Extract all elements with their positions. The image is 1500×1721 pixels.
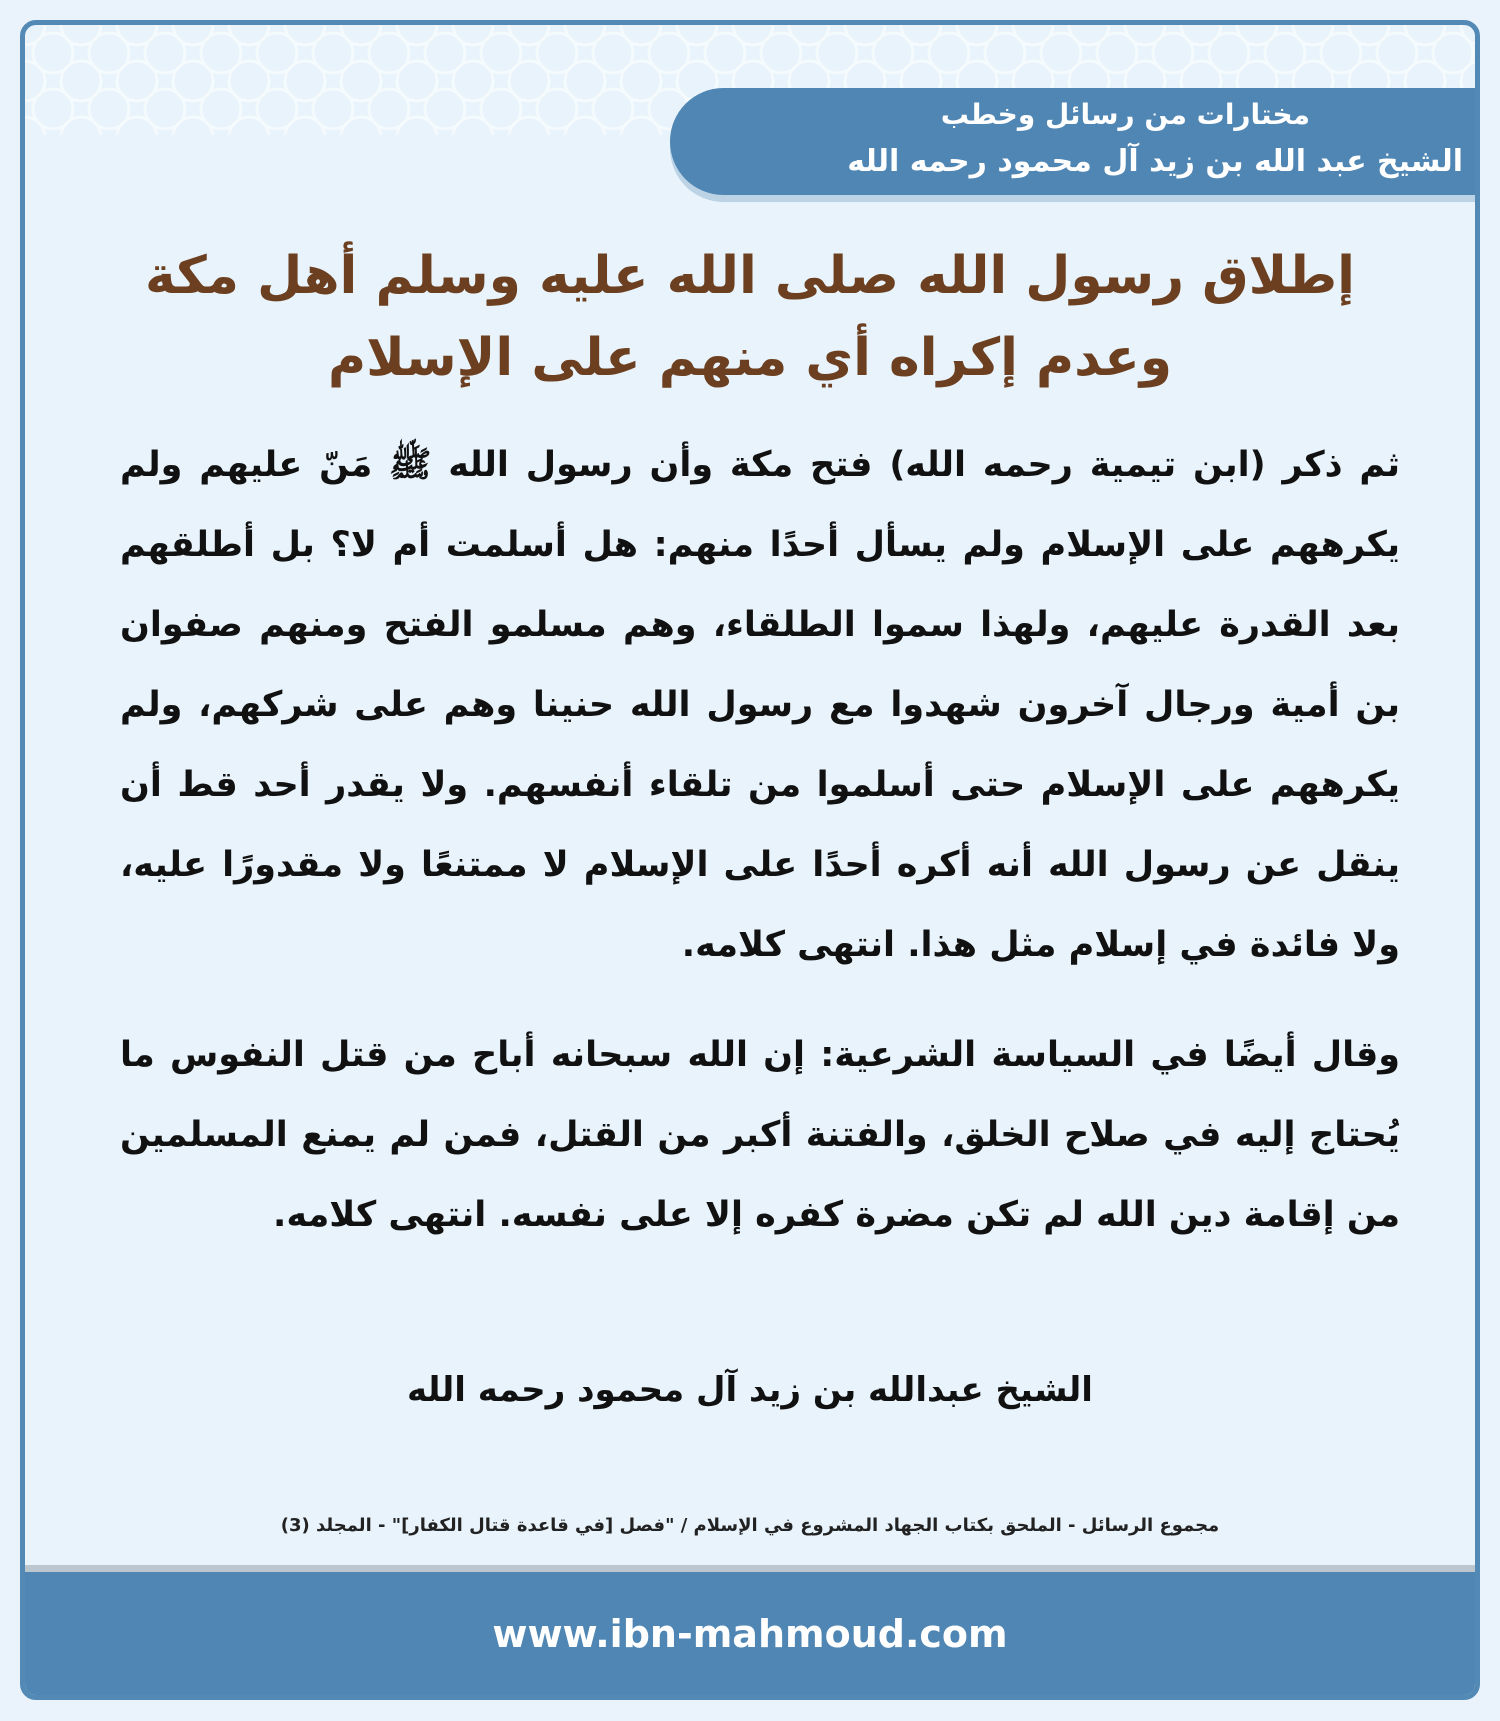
- author-signature: الشيخ عبدالله بن زيد آل محمود رحمه الله: [407, 1370, 1093, 1410]
- series-title: مختارات من رسائل وخطب: [940, 98, 1310, 131]
- body-paragraph-1: ثم ذكر (ابن تيمية رحمه الله) فتح مكة وأن رسول الله ﷺ مَنّ عليهم ولم يكرههم على الإسلام ولم يسأل أحدًا منهم: هل أسلمت أم لا؟ بل أطلقهم بعد القدرة عليهم، ولهذا سموا الطلقاء، وهم مسلمو الفتح ومنهم صفوان بن أمية ورجال آخرون شهدوا مع رسول الله حنينا وهم على شركهم، ولم يكرههم على الإسلام حتى أسلموا من تلقاء أنفسهم. ولا يقدر أحد قط أن ينقل عن رسول الله أنه أكره أحدًا على الإسلام لا ممتنعًا ولا مقدورًا عليه، ولا فائدة في إسلام مثل هذا. انتهى كلامه.: [120, 445, 1400, 965]
- document-card: [20, 20, 1480, 1700]
- body-paragraph-2: وقال أيضًا في السياسة الشرعية: إن الله سبحانه أباح من قتل النفوس ما يُحتاج إليه في صلاح الخلق، والفتنة أكبر من القتل، فمن لم يمنع المسلمين من إقامة دين الله لم تكن مضرة كفره إلا على نفسه. انتهى كلامه.: [120, 1035, 1400, 1235]
- source-citation: مجموع الرسائل - الملحق بكتاب الجهاد المشروع في الإسلام / "فصل [في قاعدة قتال الكفار]" - المجلد (3): [280, 1515, 1220, 1536]
- series-author: الشيخ عبد الله بن زيد آل محمود رحمه الله: [847, 144, 1463, 179]
- header-banner: [670, 88, 1475, 195]
- footer-bar: [25, 1572, 1475, 1700]
- article-title: إطلاق رسول الله صلى الله عليه وسلم أهل مكة وعدم إكراه أي منهم على الإسلام: [145, 246, 1355, 388]
- footer-divider: [25, 1565, 1475, 1572]
- website-url: www.ibn-mahmoud.com: [492, 1612, 1008, 1656]
